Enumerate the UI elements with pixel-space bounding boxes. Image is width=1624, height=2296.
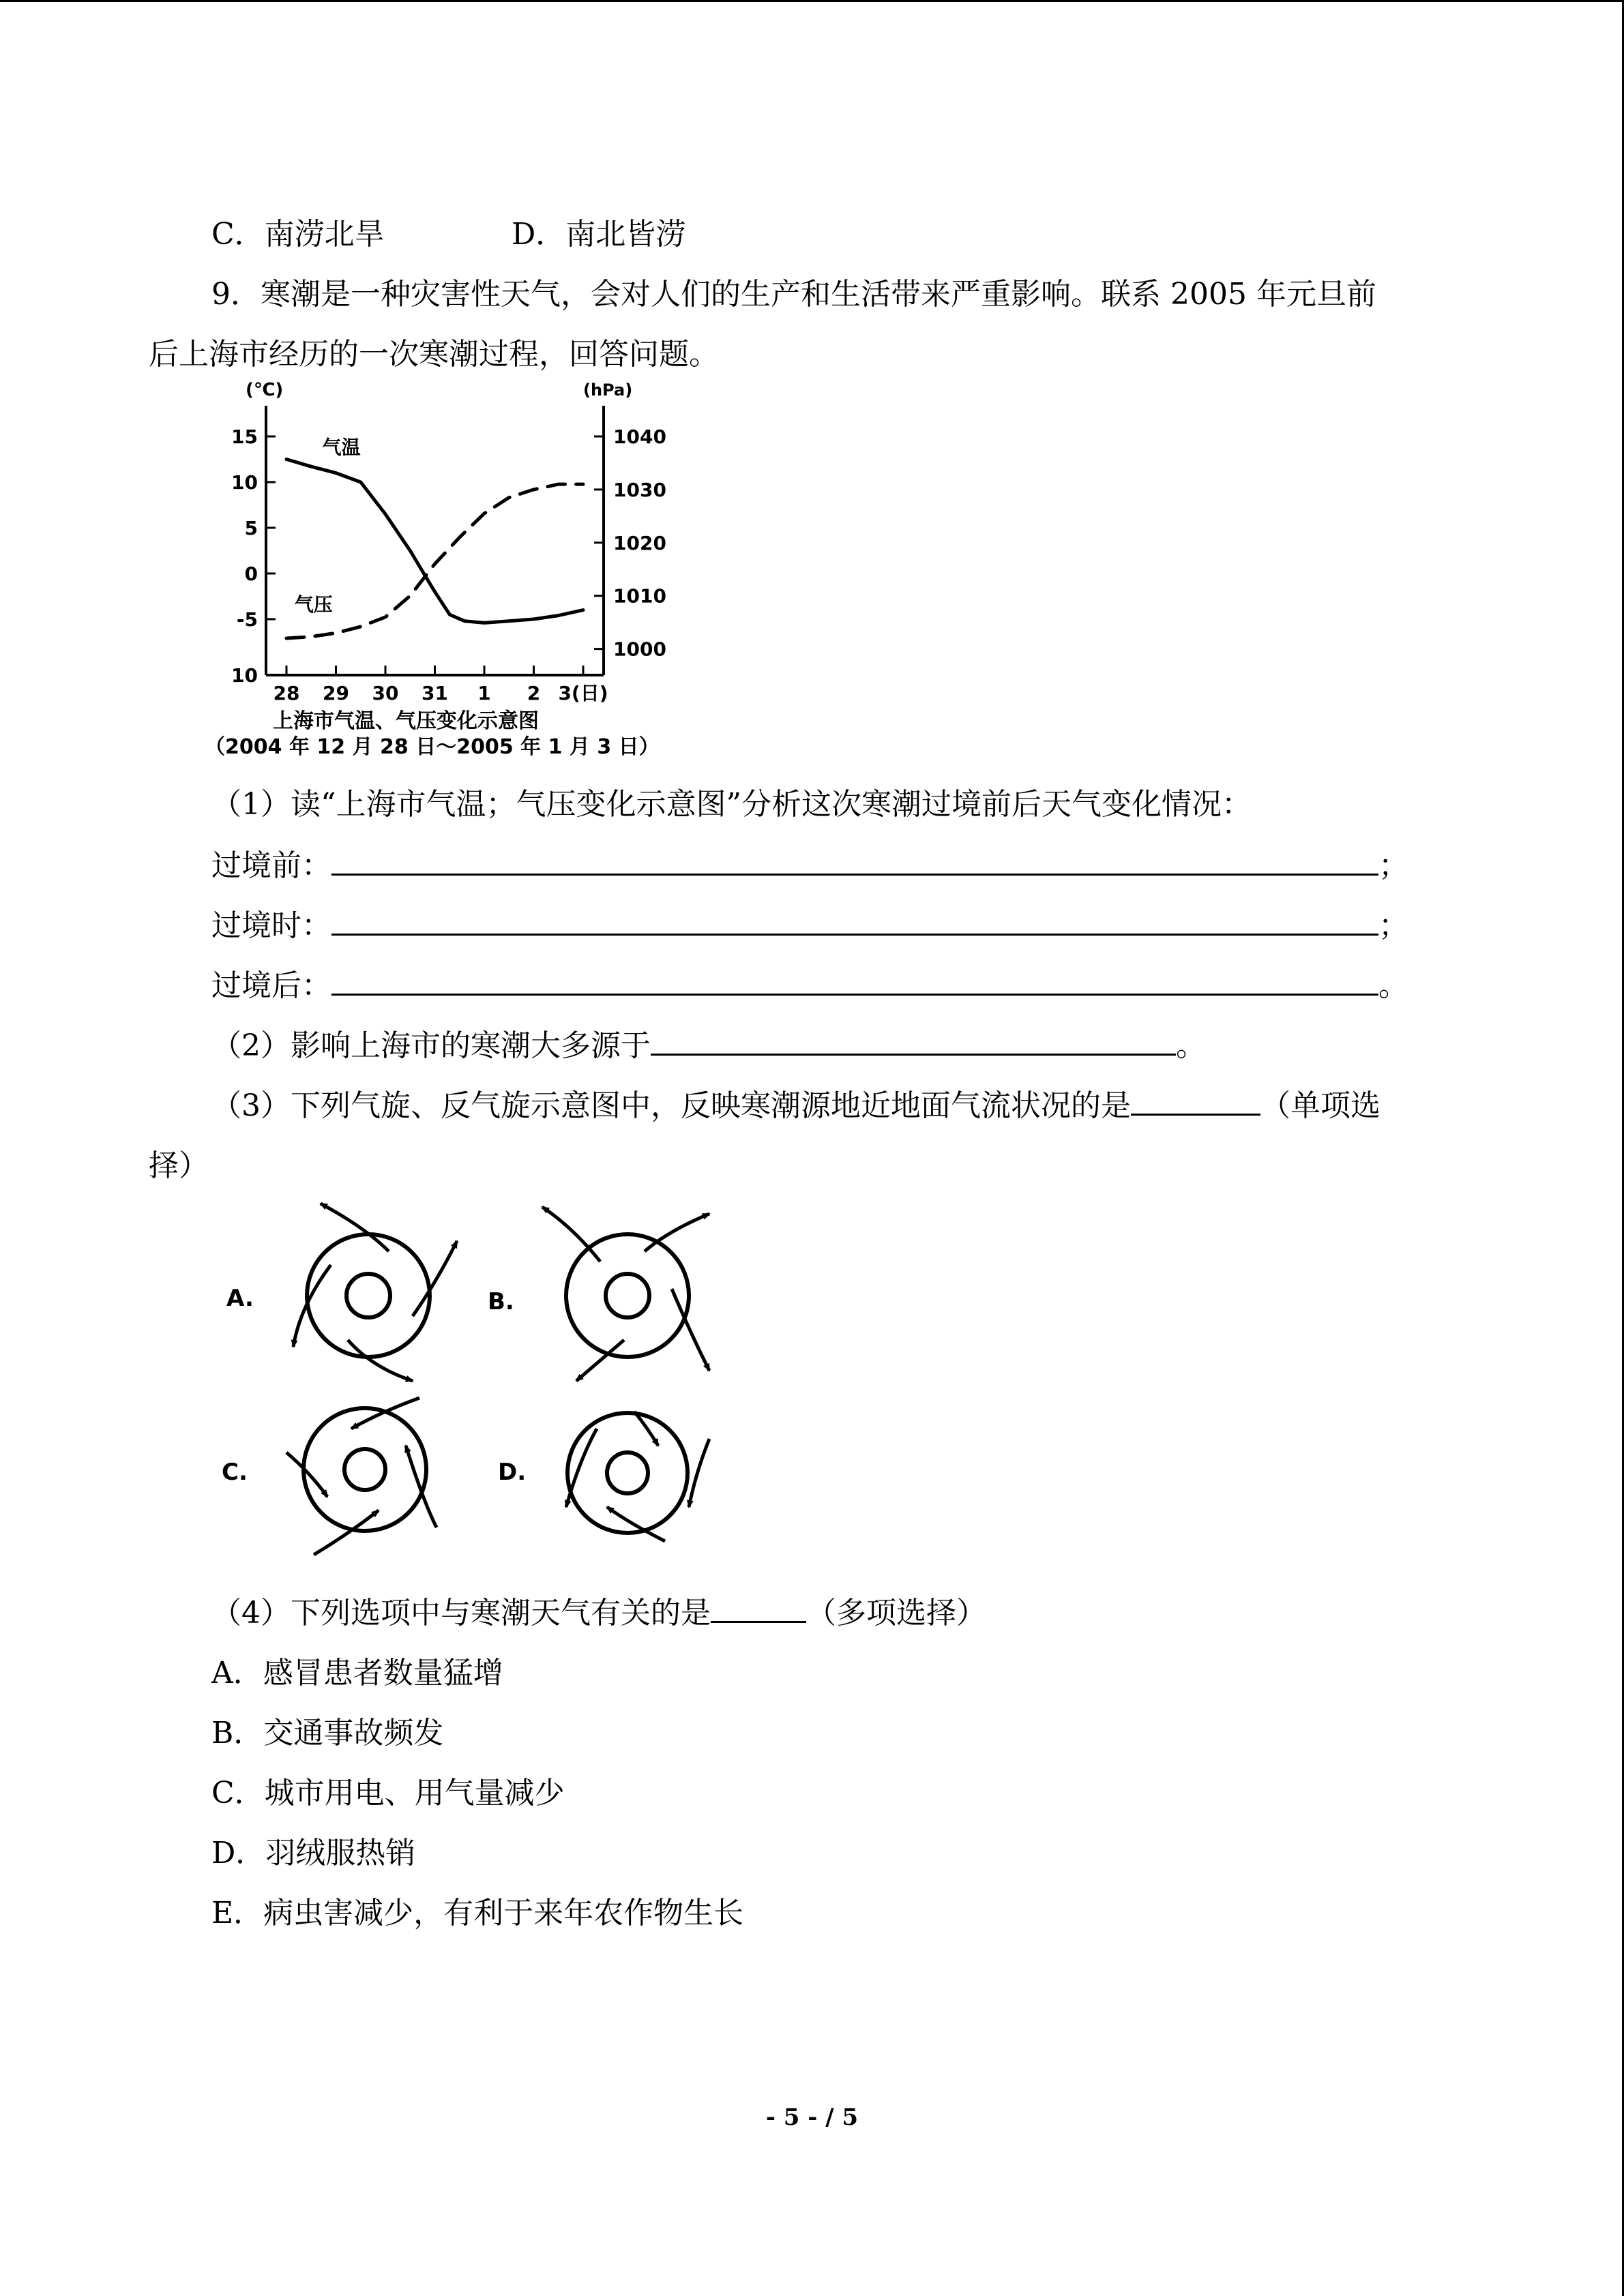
right-tick-label: 1010 bbox=[613, 584, 666, 608]
x-tick-label: 1 bbox=[477, 682, 491, 704]
x-tick-label: 29 bbox=[323, 682, 349, 704]
after-label: 过境后： bbox=[211, 968, 331, 1003]
option-e: E．病虫害减少，有利于来年农作物生长 bbox=[211, 1896, 744, 1930]
x-tick-label: 28 bbox=[273, 682, 300, 704]
arrow-icon bbox=[321, 1204, 389, 1251]
cyclone-diagrams bbox=[218, 1187, 737, 1568]
q9-sub4-part1: （4）下列选项中与寒潮天气有关的是 bbox=[211, 1596, 711, 1630]
x-tick-label: 31 bbox=[422, 682, 448, 704]
left-tick-label: 10 bbox=[231, 664, 258, 687]
q9-sub3-line2: 择） bbox=[149, 1148, 209, 1183]
arrow-icon bbox=[293, 1265, 331, 1347]
source-answer-blank[interactable] bbox=[651, 1026, 1176, 1056]
diagram-a bbox=[293, 1204, 457, 1381]
diagram-d bbox=[566, 1412, 709, 1541]
left-tick-label: 0 bbox=[244, 563, 258, 585]
option-a: A．感冒患者数量猛增 bbox=[211, 1656, 503, 1690]
related-answer-blank[interactable] bbox=[711, 1594, 806, 1623]
during-row bbox=[211, 906, 1408, 946]
series-label: 气温 bbox=[322, 436, 361, 459]
before-answer-blank[interactable] bbox=[331, 846, 1378, 876]
right-tick-label: 1040 bbox=[613, 426, 666, 448]
left-tick-label: 10 bbox=[231, 471, 258, 494]
after-row bbox=[211, 966, 1408, 1007]
x-tick-label: 30 bbox=[372, 682, 399, 704]
arrow-icon bbox=[576, 1340, 624, 1381]
right-tick-label: 1030 bbox=[613, 478, 666, 501]
temperature-pressure-chart bbox=[205, 375, 696, 757]
arrow-icon bbox=[689, 1439, 709, 1507]
q9-sub3-part1: （3）下列气旋、反气旋示意图中，反映寒潮源地近地面气流状况的是 bbox=[211, 1088, 1131, 1123]
q8-option-d: D．南北皆涝 bbox=[512, 217, 686, 252]
arrow-icon bbox=[566, 1429, 597, 1507]
left-tick-label: 15 bbox=[231, 426, 258, 448]
during-end: ； bbox=[1378, 908, 1408, 943]
x-tick-label: 3(日) bbox=[558, 682, 608, 704]
arrow-icon bbox=[413, 1241, 457, 1316]
q9-sub1: （1）读“上海市气温；气压变化示意图”分析这次寒潮过境前后天气变化情况： bbox=[211, 787, 1252, 822]
diagram-label-c: C. bbox=[222, 1459, 248, 1486]
arrow-icon bbox=[351, 1398, 419, 1429]
during-answer-blank[interactable] bbox=[331, 906, 1378, 936]
before-label: 过境前： bbox=[211, 848, 331, 883]
chart-title: 上海市气温、气压变化示意图 bbox=[273, 709, 539, 733]
q9-sub2-row bbox=[211, 1026, 1206, 1067]
chart-svg bbox=[205, 375, 696, 716]
q9-sub4-row bbox=[211, 1593, 986, 1634]
q9-intro-line2: 后上海市经历的一次寒潮过程，回答问题。 bbox=[149, 337, 719, 372]
q8-option-c: C．南涝北旱 bbox=[211, 217, 385, 252]
left-tick-label: -5 bbox=[236, 608, 258, 631]
during-label: 过境时： bbox=[211, 908, 331, 943]
after-answer-blank[interactable] bbox=[331, 966, 1378, 996]
option-d: D．羽绒服热销 bbox=[211, 1836, 416, 1870]
q9-sub4-part2: （多项选择） bbox=[806, 1596, 986, 1630]
after-end: 。 bbox=[1378, 968, 1408, 1003]
series-label: 气压 bbox=[294, 593, 333, 616]
q9-intro-line1: 9．寒潮是一种灾害性天气，会对人们的生产和生活带来严重影响。联系 2005 年元旦前 bbox=[211, 277, 1376, 312]
arrow-icon bbox=[542, 1207, 600, 1262]
chart-subtitle: （2004 年 12 月 28 日～2005 年 1 月 3 日） bbox=[205, 735, 660, 759]
diagram-label-a: A. bbox=[226, 1285, 254, 1312]
q9-sub2: （2）影响上海市的寒潮大多源于 bbox=[211, 1028, 651, 1063]
x-tick-label: 2 bbox=[527, 682, 541, 704]
page-number: - 5 - / 5 bbox=[765, 2104, 859, 2131]
arrow-icon bbox=[406, 1446, 437, 1527]
right-unit-label: (hPa) bbox=[583, 381, 633, 400]
option-c: C．城市用电、用气量减少 bbox=[211, 1776, 565, 1810]
right-tick-label: 1020 bbox=[613, 531, 666, 554]
diagram-b bbox=[542, 1207, 709, 1381]
left-unit-label: (℃) bbox=[246, 380, 284, 400]
cyclone-answer-blank[interactable] bbox=[1131, 1086, 1260, 1116]
q9-sub3-part2: （单项选 bbox=[1260, 1088, 1381, 1123]
before-end: ； bbox=[1378, 848, 1408, 883]
right-tick-label: 1000 bbox=[613, 638, 666, 661]
diagram-c bbox=[286, 1398, 437, 1555]
arrow-icon bbox=[645, 1214, 709, 1251]
before-row bbox=[211, 846, 1408, 886]
left-tick-label: 5 bbox=[244, 517, 258, 539]
q9-sub3-row bbox=[211, 1086, 1381, 1127]
sub2-end: 。 bbox=[1176, 1028, 1206, 1063]
diagram-label-d: D. bbox=[498, 1459, 527, 1486]
diagram-label-b: B. bbox=[488, 1288, 514, 1315]
option-b: B．交通事故频发 bbox=[211, 1716, 444, 1750]
